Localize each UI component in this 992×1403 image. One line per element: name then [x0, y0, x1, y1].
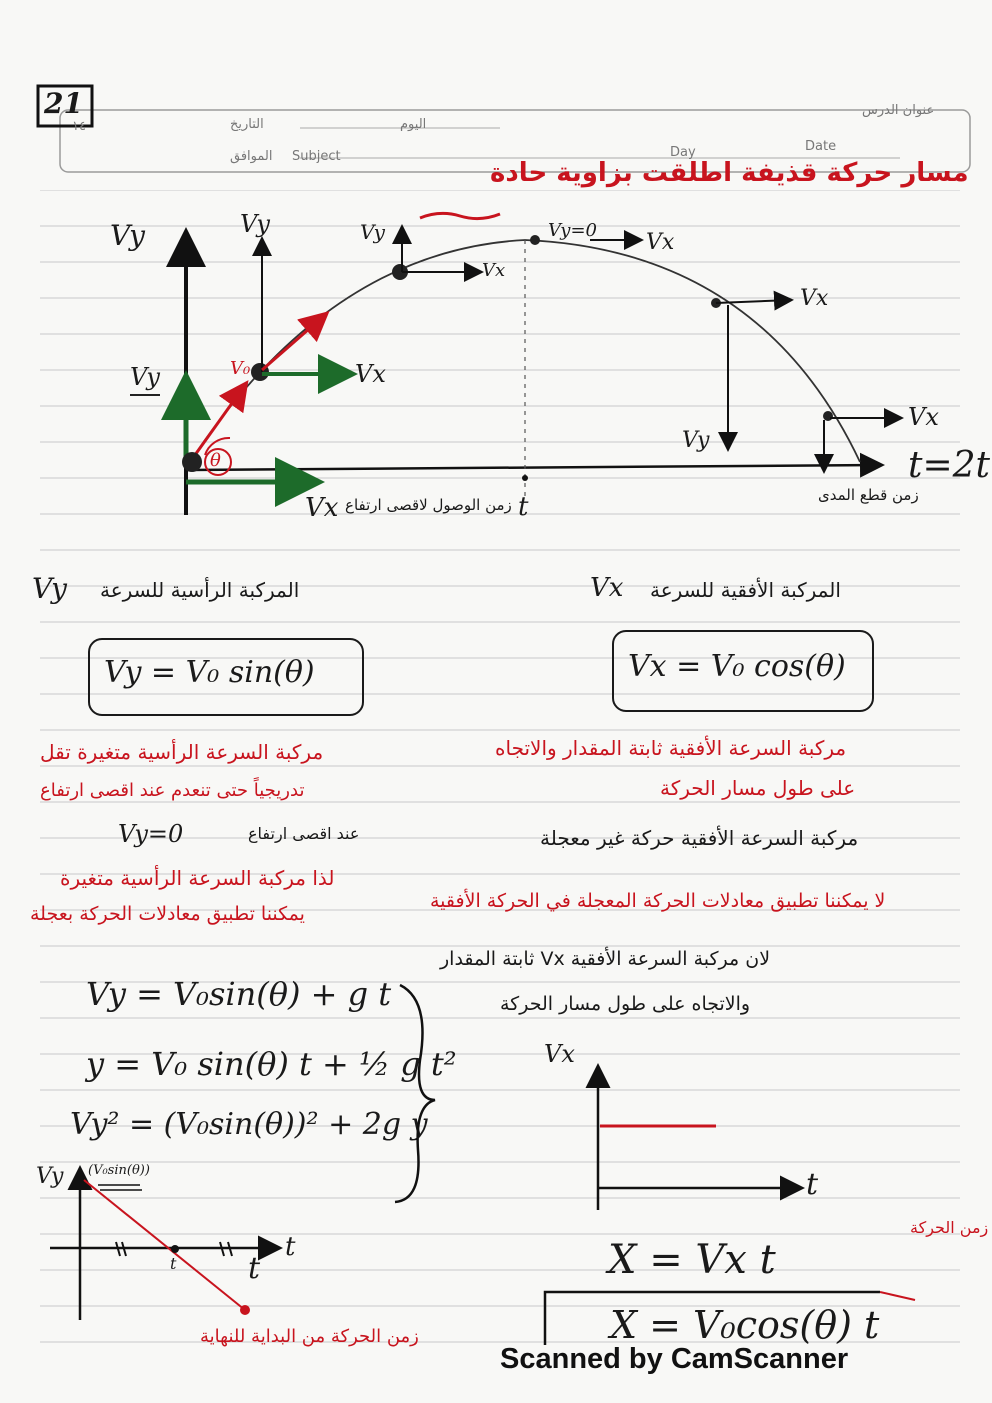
note-range-time: زمن قطع المدى [818, 486, 919, 504]
graph-t-mark: t [170, 1254, 177, 1273]
label-vy-zero: Vy=0 [548, 220, 597, 241]
equation-1: Vy = V₀sin(θ) + g t [86, 975, 392, 1013]
label-vy-4: Vy [682, 428, 710, 453]
x-equation-2: X = V₀cos(θ) t [610, 1303, 880, 1347]
year-prefix: ١٤ [72, 119, 86, 134]
subject-label-ar: عنوان الدرس [862, 103, 935, 118]
label-vy-axis: Vy [110, 219, 145, 252]
label-v0: V₀ [230, 358, 251, 379]
graph-vy-intercept: (V₀sin(θ)) [88, 1163, 150, 1178]
note-vertical-3: لذا مركبة السرعة الرأسية متغيرة [60, 866, 335, 890]
graph-vy-axis: Vy [36, 1164, 64, 1189]
label-vy-2: Vy [240, 210, 270, 238]
vertical-label: المركبة الرأسية للسرعة [100, 578, 300, 602]
range-note: زمن الحركة [910, 1218, 989, 1237]
note-horizontal-4: لا يمكننا تطبيق معادلات الحركة المعجلة في الحركة الأفقية [430, 890, 886, 912]
x-equation-1: X = Vx t [608, 1237, 776, 1283]
note-vertical-4: يمكننا تطبيق معادلات الحركة بعجلة [30, 903, 305, 925]
label-t-end: t=2t [908, 445, 991, 486]
vx-formula: Vx = V₀ cos(θ) [628, 649, 846, 684]
label-vy-left: Vy [130, 363, 160, 391]
day-label-ar: اليوم [400, 117, 427, 132]
subject-label: Subject [292, 149, 341, 164]
vy-zero: Vy=0 [118, 820, 184, 848]
label-vx-bottom: Vx [305, 493, 339, 523]
label-vx-3: Vx [482, 260, 506, 281]
label-vx-5: Vx [908, 403, 939, 431]
scanner-watermark: Scanned by CamScanner [500, 1343, 849, 1375]
page-title: مسار حركة قذيفة اطلقت بزاوية حادة [490, 158, 969, 188]
equation-2: y = V₀ sin(θ) t + ½ g t² [86, 1045, 457, 1083]
vy-formula: Vy = V₀ sin(θ) [104, 655, 315, 690]
label-theta: θ [210, 450, 221, 471]
graph-vy-t-axis: t [285, 1232, 296, 1262]
note-horizontal-6: والاتجاه على طول مسار الحركة [500, 993, 751, 1015]
label-vx-4: Vx [800, 286, 829, 311]
note-vertical-1: مركبة السرعة الرأسية متغيرة تقل [40, 740, 324, 764]
date-label-ar: التاريخ [230, 117, 264, 132]
note-vertical-2: تدريجياً حتى تنعدم عند اقصى ارتفاع [40, 780, 305, 801]
label-vx-2: Vx [355, 360, 386, 388]
label-t-mid: t [518, 492, 529, 522]
horizontal-label: المركبة الأفقية للسرعة [650, 578, 841, 602]
note-horizontal-3: مركبة السرعة الأفقية حركة غير معجلة [540, 826, 859, 850]
page-number: 21 [44, 87, 83, 120]
note-max-height-time: زمن الوصول لاقصى ارتفاع [345, 496, 512, 514]
date-label: Date [805, 139, 837, 154]
vy-zero-note: عند اقصى ارتفاع [248, 824, 360, 843]
note-horizontal-1: مركبة السرعة الأفقية ثابتة المقدار والاتجاه [495, 736, 847, 760]
matches-label-ar: الموافق [230, 149, 273, 164]
graph-vx-axis: Vx [544, 1040, 575, 1068]
horizontal-symbol: Vx [590, 573, 624, 603]
label-vx-top: Vx [646, 230, 675, 255]
graph-vx-t-axis: t [806, 1167, 819, 1202]
graph-bottom-note: زمن الحركة من البداية للنهاية [200, 1326, 419, 1347]
note-horizontal-5: لان مركبة السرعة الأفقية Vx ثابتة المقدار [440, 948, 771, 970]
note-horizontal-2: على طول مسار الحركة [660, 776, 856, 800]
equation-3: Vy² = (V₀sin(θ))² + 2g y [70, 1107, 428, 1142]
label-vy-3: Vy [360, 220, 385, 244]
day-label: Day [670, 145, 696, 160]
vertical-symbol: Vy [32, 572, 67, 605]
graph-t-end: t [248, 1251, 261, 1286]
